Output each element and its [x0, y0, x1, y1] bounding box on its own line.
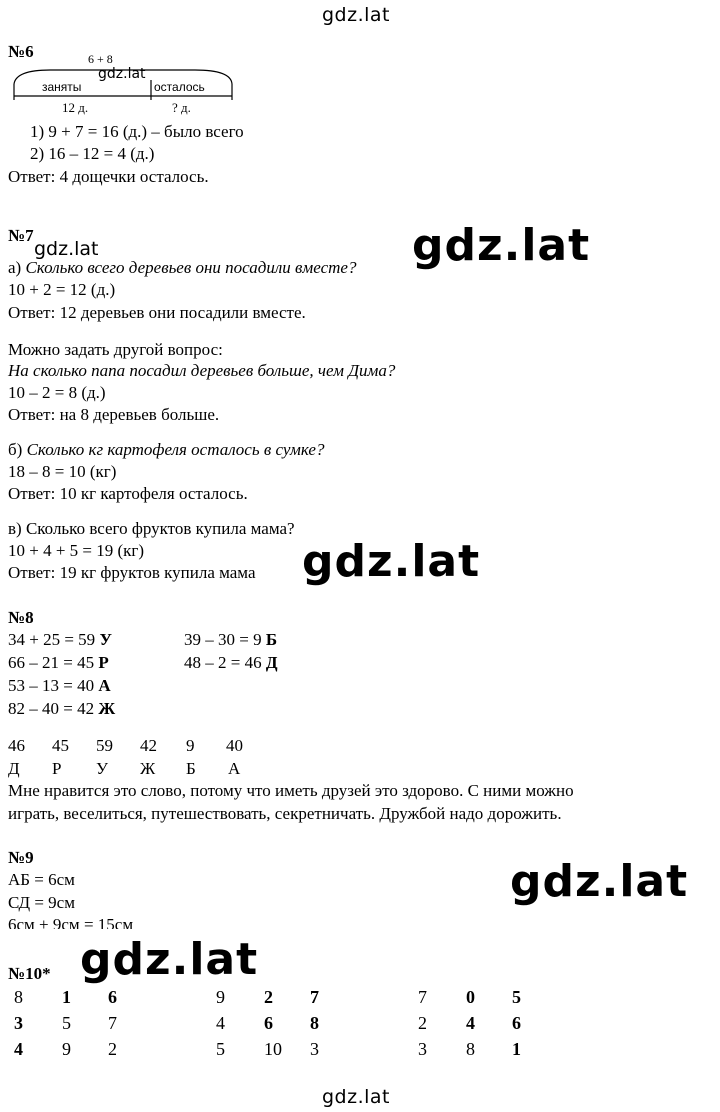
magic-square-cell: 6: [264, 1013, 273, 1033]
magic-square-cell: 8: [310, 1013, 319, 1033]
n8-left-row: [8, 630, 112, 650]
n7-v-question: в) Сколько всего фруктов купила мама?: [8, 519, 295, 538]
heading-n6: №6: [8, 42, 34, 61]
watermark-bottom: gdz.lat: [322, 1086, 391, 1108]
n8-letter: Д: [265, 653, 278, 672]
diagram-seg-occupied: заняты: [42, 80, 82, 94]
n8-expr: 82 – 40 = 42: [8, 699, 99, 718]
n8-letter-cell: Ж: [140, 759, 156, 778]
n7-b-prefix: б): [8, 440, 27, 459]
n8-expr: 48 – 2 = 46: [184, 653, 266, 672]
n8-number-cell: 45: [52, 736, 69, 755]
n8-text-line-2: играть, веселиться, путешествовать, секретничать. Дружбой надо дорожить.: [8, 804, 562, 823]
n8-letter: У: [99, 630, 112, 649]
magic-square-cell: 1: [62, 987, 71, 1007]
magic-square-cell: 2: [418, 1013, 427, 1033]
magic-square-cell: 7: [418, 987, 427, 1007]
magic-square-cell: 6: [108, 987, 117, 1007]
n7-other-answer: Ответ: на 8 деревьев больше.: [8, 405, 220, 424]
n9-line-1: АБ = 6см: [8, 870, 75, 889]
magic-square-cell: 9: [62, 1039, 71, 1059]
n7-a-line: [8, 258, 356, 278]
watermark-diagram: gdz.lat: [98, 66, 146, 82]
heading-n10: №10*: [8, 964, 51, 983]
magic-square-cell: 2: [108, 1039, 117, 1059]
magic-square-cell: 4: [216, 1013, 225, 1033]
n9-line-2: СД = 9см: [8, 893, 75, 912]
n8-number-cell: 59: [96, 736, 113, 755]
n7-b-calc: 18 – 8 = 10 (кг): [8, 462, 117, 481]
n7-a-question: Сколько всего деревьев они посадили вместе?: [25, 258, 357, 277]
n8-expr: 39 – 30 = 9: [184, 630, 266, 649]
n7-v-answer: Ответ: 19 кг фруктов купила мама: [8, 563, 256, 582]
watermark-n7-big: gdz.lat: [412, 220, 591, 271]
magic-square-cell: 3: [418, 1039, 427, 1059]
n7-a-prefix: а): [8, 258, 26, 277]
magic-square-cell: 9: [216, 987, 225, 1007]
n8-left-row: [8, 699, 115, 719]
n8-letter-cell: У: [96, 759, 109, 778]
n9-line-3: 6см + 9см = 15см: [8, 915, 134, 929]
diagram-bottom-unknown: ? д.: [172, 100, 191, 115]
magic-square-cell: 4: [466, 1013, 475, 1033]
n6-line-1: 1) 9 + 7 = 16 (д.) – было всего: [30, 122, 244, 141]
n7-v-calc: 10 + 4 + 5 = 19 (кг): [8, 541, 145, 560]
n7-b-line: [8, 440, 324, 460]
n7-b-question: Сколько кг картофеля осталось в сумке?: [26, 440, 325, 459]
n8-expr: 53 – 13 = 40: [8, 676, 99, 695]
watermark-n9-big: gdz.lat: [510, 856, 689, 907]
magic-square-cell: 5: [62, 1013, 71, 1033]
magic-square-cell: 8: [466, 1039, 475, 1059]
diagram-top-label: 6 + 8: [88, 52, 113, 66]
magic-square-cell: 5: [216, 1039, 225, 1059]
n8-letter: Ж: [98, 699, 116, 718]
n8-left-row: [8, 653, 109, 673]
heading-n9: №9: [8, 848, 34, 867]
watermark-mid-big: gdz.lat: [298, 536, 484, 587]
n8-text-line-1: Мне нравится это слово, потому что иметь друзей это здорово. С ними можно: [8, 781, 574, 800]
magic-square-cell: 7: [310, 987, 319, 1007]
n8-number-cell: 42: [140, 736, 157, 755]
magic-square-cell: 1: [512, 1039, 521, 1059]
n8-letter: Р: [98, 653, 109, 672]
n8-number-cell: 9: [186, 736, 195, 755]
magic-square-cell: 6: [512, 1013, 521, 1033]
n8-right-row: [184, 653, 278, 673]
n6-line-2: 2) 16 – 12 = 4 (д.): [30, 144, 155, 163]
watermark-n10-big: gdz.lat: [76, 934, 262, 985]
n7-a-calc: 10 + 2 = 12 (д.): [8, 280, 116, 299]
magic-square-cell: 3: [310, 1039, 319, 1059]
n7-b-answer: Ответ: 10 кг картофеля осталось.: [8, 484, 248, 503]
magic-square-cell: 5: [512, 987, 521, 1007]
n8-letter-cell: Р: [52, 759, 62, 778]
magic-square-cell: 10: [264, 1039, 282, 1059]
magic-square-cell: 4: [14, 1039, 23, 1059]
n8-number-cell: 46: [8, 736, 25, 755]
n7-other-question: На сколько папа посадил деревьев больше, чем Дима?: [8, 361, 396, 380]
heading-n8: №8: [8, 608, 34, 627]
n8-right-row: [184, 630, 277, 650]
n8-letter: Б: [265, 630, 278, 649]
n6-answer: Ответ: 4 дощечки осталось.: [8, 167, 209, 186]
n7-other-intro: Можно задать другой вопрос:: [8, 340, 223, 359]
n8-letter-cell: А: [228, 759, 241, 778]
watermark-n7-small: gdz.lat: [34, 238, 99, 260]
n7-other-calc: 10 – 2 = 8 (д.): [8, 383, 106, 402]
magic-square-cell: 7: [108, 1013, 117, 1033]
magic-square-cell: 8: [14, 987, 23, 1007]
magic-square-cell: 3: [14, 1013, 23, 1033]
magic-square-cell: 0: [466, 987, 475, 1007]
n8-expr: 66 – 21 = 45: [8, 653, 99, 672]
n8-letter-cell: Б: [186, 759, 196, 778]
n8-expr: 34 + 25 = 59: [8, 630, 100, 649]
magic-square-cell: 2: [264, 987, 273, 1007]
diagram-bottom-12: 12 д.: [62, 100, 89, 115]
n8-letter: А: [98, 676, 111, 695]
heading-n7: №7: [8, 226, 34, 245]
n8-letter-cell: Д: [8, 759, 20, 778]
diagram-seg-remaining: осталось: [154, 80, 205, 94]
n8-number-cell: 40: [226, 736, 243, 755]
n7-a-answer: Ответ: 12 деревьев они посадили вместе.: [8, 303, 306, 322]
n8-left-row: [8, 676, 111, 696]
watermark-top: gdz.lat: [322, 4, 391, 26]
